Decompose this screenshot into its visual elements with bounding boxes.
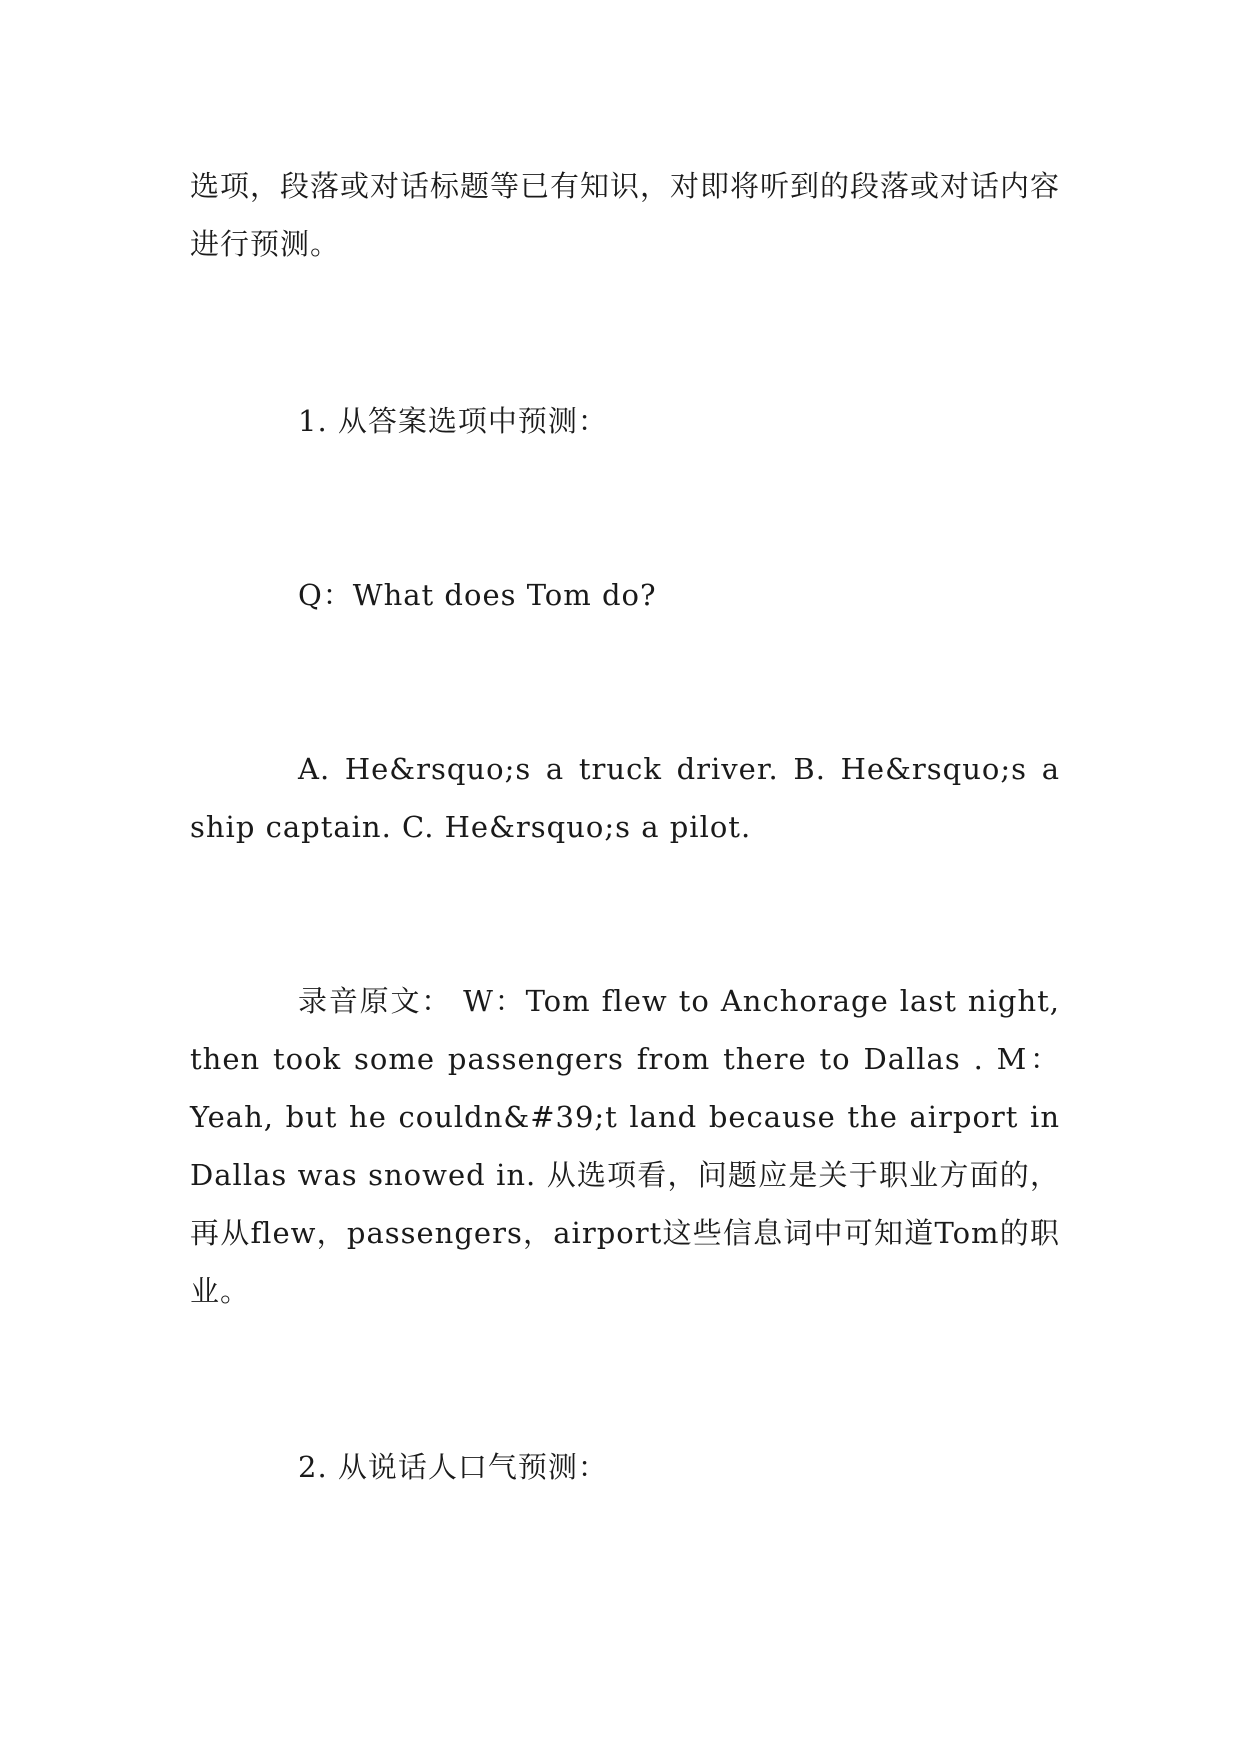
section-heading-1: 1. 从答案选项中预测：	[298, 404, 608, 438]
question-text: Q：What does Tom do?	[298, 578, 657, 612]
paragraph-intro: 选项，段落或对话标题等已有知识，对即将听到的段落或对话内容进行预测。	[190, 169, 1061, 261]
answer-options: A. He&rsquo;s a truck driver. B. He&rsquo;s a ship captain. C. He&rsquo;s a pilot.	[190, 752, 1060, 844]
transcript-paragraph: 录音原文： W：Tom flew to Anchorage last night, then took some passengers from there to Dallas . M：Yeah, but he couldn&#39;t land because the airport in Dallas was snowed in. 从选项看，问题应是关于职业方面的，再从flew，passengers，airport这些信息词中可知道Tom的职业。	[190, 984, 1060, 1308]
section-heading-2: 2. 从说话人口气预测：	[298, 1450, 608, 1484]
